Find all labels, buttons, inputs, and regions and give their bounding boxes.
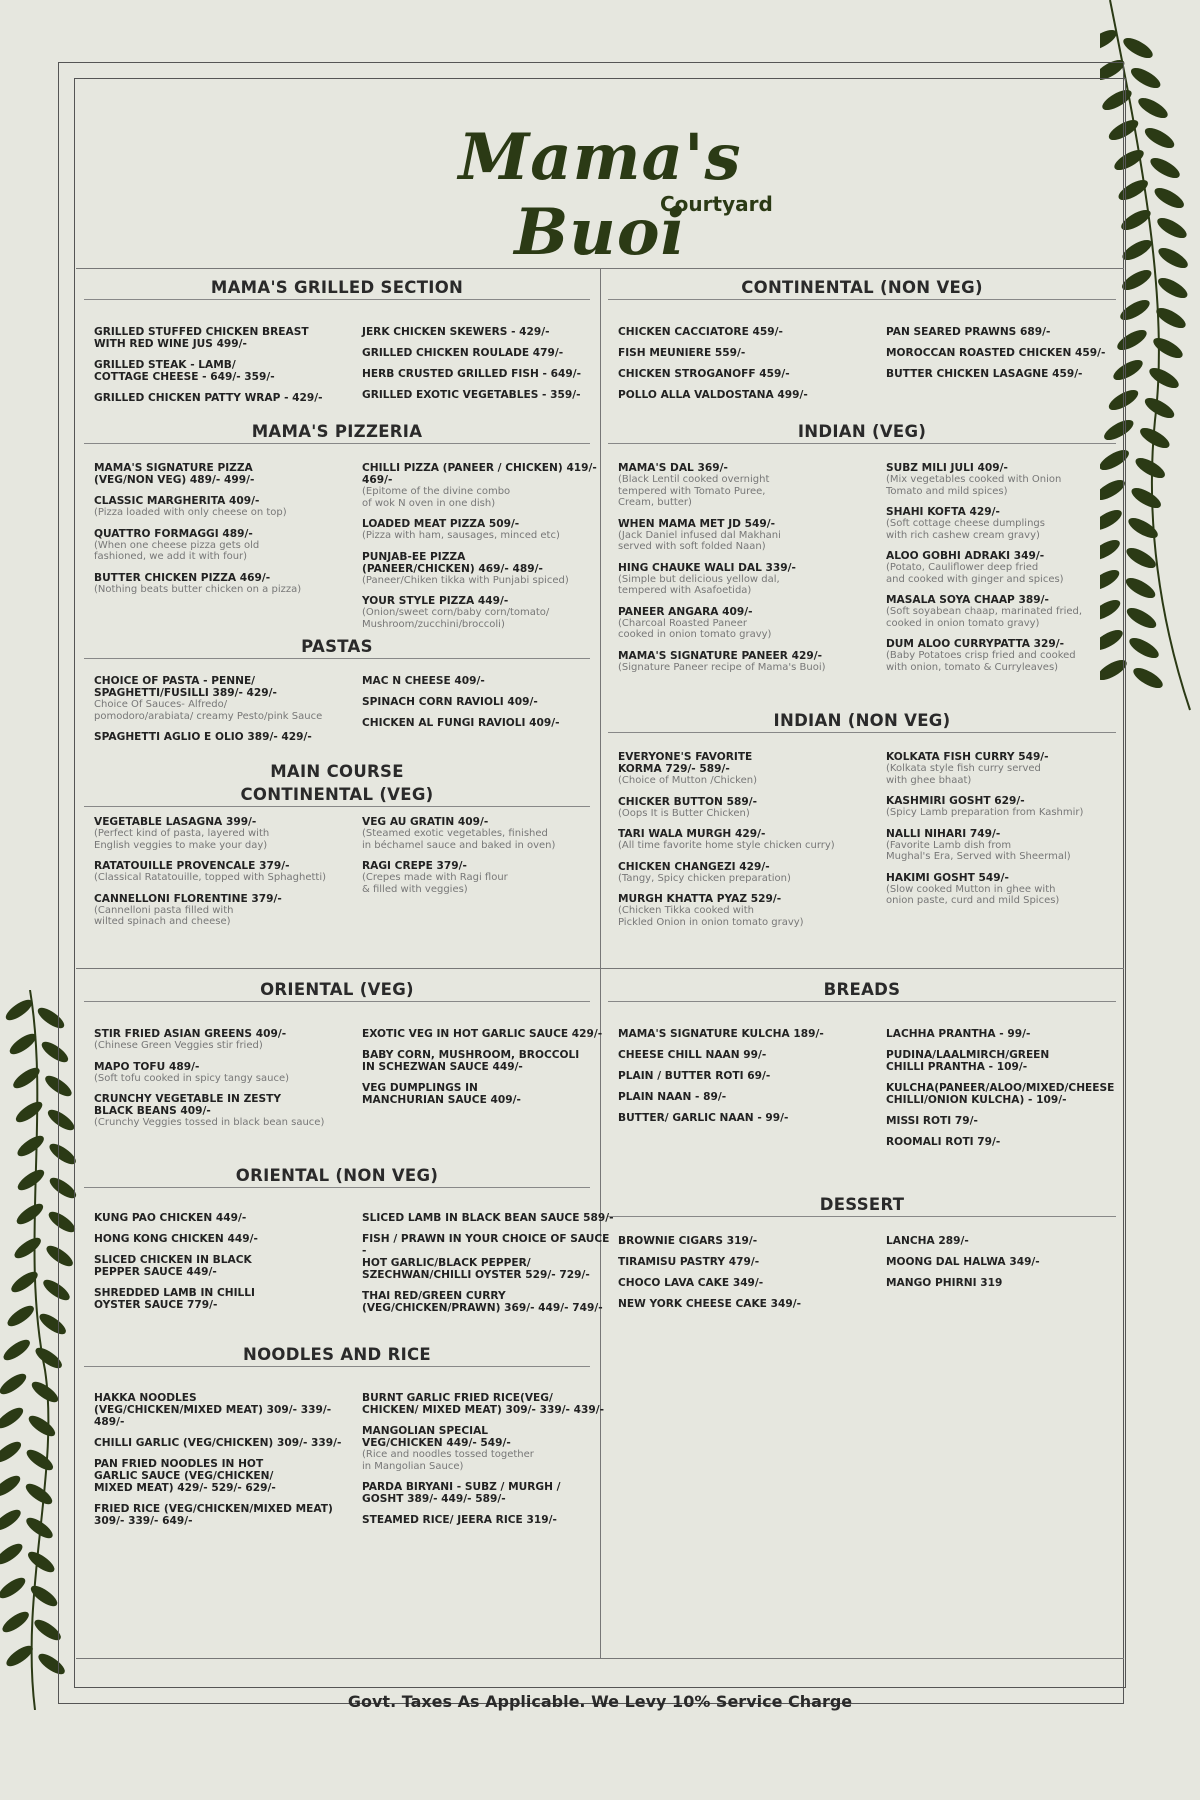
menu-item-description: (Classical Ratatouille, topped with Sphaghetti) <box>94 872 327 883</box>
menu-item <box>362 551 617 587</box>
menu-item-name: HONG KONG CHICKEN 449/- <box>94 1233 258 1245</box>
brand-header <box>0 120 1200 270</box>
menu-column-right <box>362 675 617 738</box>
menu-item-name: STEAMED RICE/ JEERA RICE 319/- <box>362 1514 557 1526</box>
menu-item-name: MAPO TOFU 489/- <box>94 1060 200 1073</box>
menu-item-name: MURGH KHATTA PYAZ 529/- <box>618 893 782 905</box>
menu-item-description: (Slow cooked Mutton in ghee with onion paste, curd and mild Spices) <box>886 883 1060 906</box>
menu-item <box>618 347 873 359</box>
section-divider <box>84 658 590 659</box>
menu-item-name: CHICKEN AL FUNGI RAVIOLI 409/- <box>362 717 560 729</box>
menu-item <box>618 606 873 641</box>
menu-item <box>618 462 873 509</box>
menu-item-name: MOROCCAN ROASTED CHICKEN 459/- <box>886 347 1106 359</box>
menu-item-name: BROWNIE CIGARS 319/- <box>618 1235 758 1247</box>
menu-item <box>886 1235 1141 1247</box>
menu-item <box>886 872 1141 907</box>
menu-item-description: (Mix vegetables cooked with Onion Tomato and mild spices) <box>886 474 1062 497</box>
menu-item <box>94 893 349 928</box>
menu-column-left <box>94 462 349 604</box>
menu-item <box>94 1254 349 1278</box>
menu-item <box>94 1212 349 1224</box>
section-title: NOODLES AND RICE <box>242 1345 432 1364</box>
menu-item <box>94 326 349 350</box>
menu-item-name: MAC N CHEESE 409/- <box>362 675 485 687</box>
menu-item-name: JERK CHICKEN SKEWERS - 429/- <box>362 326 550 338</box>
menu-item <box>362 1233 617 1281</box>
menu-item-description: (Jack Daniel infused dal Makhani served with soft folded Naan) <box>618 529 781 552</box>
menu-column-left <box>618 462 873 682</box>
menu-item-name: MAMA'S SIGNATURE KULCHA 189/- <box>618 1028 824 1040</box>
menu-item-name: KUNG PAO CHICKEN 449/- <box>94 1212 247 1224</box>
menu-item-name: TIRAMISU PASTRY 479/- <box>618 1256 760 1268</box>
section-title: MAMA'S GRILLED SECTION <box>210 278 464 297</box>
menu-item <box>886 550 1141 585</box>
section-title: MAMA'S PIZZERIA <box>251 422 423 441</box>
menu-item-name: QUATTRO FORMAGGI 489/- <box>94 527 253 540</box>
menu-item-name: PAN SEARED PRAWNS 689/- <box>886 326 1051 338</box>
section-divider <box>84 806 590 807</box>
menu-column-left <box>94 675 349 752</box>
menu-item <box>618 562 873 597</box>
brand-name: Mama's Buoi <box>458 120 742 270</box>
menu-item-name: BURNT GARLIC FRIED RICE(VEG/ CHICKEN/ MIXED MEAT) 309/- 339/- 439/- <box>362 1392 605 1416</box>
brand-subtitle: Courtyard <box>660 192 773 216</box>
menu-item-name: CHICKER BUTTON 589/- <box>618 795 757 808</box>
menu-item-name: MISSI ROTI 79/- <box>886 1115 978 1127</box>
menu-item-name: CLASSIC MARGHERITA 409/- <box>94 495 260 507</box>
menu-item-name: CHICKEN CACCIATORE 459/- <box>618 326 783 338</box>
menu-item-name: WHEN MAMA MET JD 549/- <box>618 517 776 530</box>
menu-item <box>362 1481 617 1505</box>
menu-item-name: POLLO ALLA VALDOSTANA 499/- <box>618 389 808 401</box>
section-divider <box>84 1001 590 1002</box>
menu-item-name: SUBZ MILI JULI 409/- <box>886 462 1008 474</box>
section-divider <box>608 1216 1116 1217</box>
menu-item <box>618 650 873 674</box>
menu-item-description: (Choice of Mutton /Chicken) <box>618 775 757 786</box>
menu-item-name: PAN FRIED NOODLES IN HOT GARLIC SAUCE (VEG/CHICKEN/ MIXED MEAT) 429/- 529/- 629/- <box>94 1458 276 1494</box>
menu-item <box>886 828 1141 863</box>
menu-column-right <box>362 462 617 639</box>
menu-column-right <box>886 751 1141 916</box>
menu-item-description: (Crunchy Veggies tossed in black bean sauce) <box>94 1117 325 1128</box>
menu-item-description: (Soft cottage cheese dumplings with rich cashew cream gravy) <box>886 518 1045 541</box>
menu-item-description: (Tangy, Spicy chicken preparation) <box>618 872 791 884</box>
menu-item <box>886 1277 1141 1289</box>
section-divider <box>608 443 1116 444</box>
menu-item-name: VEG DUMPLINGS IN MANCHURIAN SAUCE 409/- <box>362 1082 521 1106</box>
menu-item <box>618 1298 873 1310</box>
menu-item <box>94 1061 349 1085</box>
menu-item <box>362 1290 617 1314</box>
menu-item <box>362 1082 617 1106</box>
menu-item-name: CHOCO LAVA CAKE 349/- <box>618 1277 764 1289</box>
menu-item-name: MOONG DAL HALWA 349/- <box>886 1256 1040 1268</box>
menu-item <box>362 518 617 542</box>
menu-column-left <box>94 1392 349 1536</box>
menu-item-name: MANGO PHIRNI 319 <box>886 1277 1003 1289</box>
menu-item-name: TARI WALA MURGH 429/- <box>618 828 766 840</box>
menu-column-left <box>94 1212 349 1320</box>
menu-item-description: (Chicken Tikka cooked with Pickled Onion in onion tomato gravy) <box>618 905 804 928</box>
menu-item-name: CHICKEN STROGANOFF 459/- <box>618 368 790 380</box>
menu-item <box>362 1028 617 1040</box>
menu-item-name: BUTTER CHICKEN LASAGNE 459/- <box>886 368 1083 380</box>
menu-item-name: CHICKEN CHANGEZI 429/- <box>618 860 770 873</box>
menu-item-name: VEG AU GRATIN 409/- <box>362 816 489 828</box>
section-title: ORIENTAL (VEG) <box>260 980 414 999</box>
menu-item <box>618 1277 873 1289</box>
menu-item <box>362 368 617 380</box>
menu-item-description: (Cannelloni pasta filled with wilted spinach and cheese) <box>94 904 234 927</box>
menu-item-name: BUTTER CHICKEN PIZZA 469/- <box>94 571 271 584</box>
menu-item-description: (Potato, Cauliflower deep fried and cooked with ginger and spices) <box>886 562 1064 585</box>
menu-item <box>362 1392 617 1416</box>
menu-item <box>94 675 349 722</box>
menu-item-name: GRILLED STEAK - LAMB/ COTTAGE CHEESE - 649/- 359/- <box>94 359 275 383</box>
menu-item-description: (Kolkata style fish curry served with ghee bhaat) <box>886 763 1041 786</box>
section-title: MAIN COURSE <box>270 762 404 781</box>
menu-item-name: PUDINA/LAALMIRCH/GREEN CHILLI PRANTHA - 109/- <box>886 1049 1050 1073</box>
section-title: INDIAN (NON VEG) <box>773 711 951 730</box>
menu-item-name: CHILLI PIZZA (PANEER / CHICKEN) 419/- 469/- <box>362 462 597 486</box>
menu-item-name: KASHMIRI GOSHT 629/- <box>886 795 1025 807</box>
menu-item <box>618 1028 873 1040</box>
menu-item-name: FISH MEUNIERE 559/- <box>618 347 746 359</box>
menu-item <box>362 1212 617 1224</box>
menu-item-description: (Favorite Lamb dish from Mughal's Era, Served with Sheermal) <box>886 839 1071 862</box>
menu-item-name: NALLI NIHARI 749/- <box>886 827 1001 840</box>
menu-item <box>94 731 349 743</box>
menu-item-name: CRUNCHY VEGETABLE IN ZESTY BLACK BEANS 409/- <box>94 1093 282 1117</box>
menu-column-right <box>886 1235 1141 1298</box>
section-title: BREADS <box>823 980 901 999</box>
menu-item-name: STIR FRIED ASIAN GREENS 409/- <box>94 1028 287 1040</box>
menu-item-description: (Perfect kind of pasta, layered with English veggies to make your day) <box>94 828 270 851</box>
menu-item <box>94 1458 349 1494</box>
menu-item-description: (All time favorite home style chicken curry) <box>618 840 835 851</box>
menu-item <box>94 495 349 519</box>
menu-item <box>886 326 1141 338</box>
section-title: CONTINENTAL (NON VEG) <box>741 278 983 297</box>
menu-item-name: PARDA BIRYANI - SUBZ / MURGH / GOSHT 389/- 449/- 589/- <box>362 1481 561 1505</box>
menu-column-right <box>362 816 617 904</box>
menu-item-name: BABY CORN, MUSHROOM, BROCCOLI IN SCHEZWAN SAUCE 449/- <box>362 1049 580 1073</box>
menu-item <box>362 860 617 895</box>
footer-note: Govt. Taxes As Applicable. We Levy 10% Service Charge <box>347 1692 853 1711</box>
menu-item <box>94 528 349 563</box>
menu-item <box>362 816 617 851</box>
menu-item-name: EVERYONE'S FAVORITE KORMA 729/- 589/- <box>618 751 753 775</box>
menu-item-name: YOUR STYLE PIZZA 449/- <box>362 595 509 607</box>
menu-item <box>886 462 1141 497</box>
menu-item-name: CHILLI GARLIC (VEG/CHICKEN) 309/- 339/- <box>94 1437 342 1449</box>
menu-item-description: (Epitome of the divine combo of wok N oven in one dish) <box>362 486 511 509</box>
menu-item-description: (Spicy Lamb preparation from Kashmir) <box>886 807 1084 818</box>
menu-item-name: THAI RED/GREEN CURRY (VEG/CHICKEN/PRAWN) 369/- 449/- 749/- <box>362 1290 603 1314</box>
menu-item <box>618 1091 873 1103</box>
menu-item-name: HING CHAUKE WALI DAL 339/- <box>618 561 796 574</box>
menu-item <box>618 1256 873 1268</box>
menu-item <box>886 1082 1141 1106</box>
section-divider <box>608 1001 1116 1002</box>
menu-item-name: MAMA'S DAL 369/- <box>618 462 728 474</box>
menu-item-description: (Black Lentil cooked overnight tempered with Tomato Puree, Cream, butter) <box>618 474 770 508</box>
menu-item-description: (Soft tofu cooked in spicy tangy sauce) <box>94 1072 290 1084</box>
menu-item <box>94 1392 349 1428</box>
menu-item <box>362 1514 617 1526</box>
menu-item-name: MANGOLIAN SPECIAL VEG/CHICKEN 449/- 549/- <box>362 1425 511 1449</box>
menu-item <box>618 1112 873 1124</box>
menu-item-name: VEGETABLE LASAGNA 399/- <box>94 816 257 828</box>
menu-item <box>362 675 617 687</box>
menu-item <box>886 795 1141 819</box>
menu-item-description: (Signature Paneer recipe of Mama's Buoi) <box>618 661 826 673</box>
menu-item-name: SHREDDED LAMB IN CHILLI OYSTER SAUCE 779/- <box>94 1287 255 1311</box>
menu-item <box>362 696 617 708</box>
menu-item-name: HAKKA NOODLES (VEG/CHICKEN/MIXED MEAT) 309/- 339/- 489/- <box>94 1392 332 1428</box>
menu-column-left <box>618 1235 873 1319</box>
menu-item-description: (Crepes made with Ragi flour & filled with veggies) <box>362 872 508 895</box>
menu-item-name: RATATOUILLE PROVENCALE 379/- <box>94 860 290 872</box>
section-title: PASTAS <box>301 637 373 656</box>
menu-item <box>618 893 873 928</box>
menu-column-left <box>94 326 349 413</box>
menu-item <box>618 518 873 553</box>
menu-item <box>94 1093 349 1129</box>
menu-item-description: (Oops It is Butter Chicken) <box>618 807 750 819</box>
menu-item <box>618 1070 873 1082</box>
menu-item-name: DUM ALOO CURRYPATTA 329/- <box>886 638 1064 650</box>
menu-item <box>886 594 1141 629</box>
section-title: ORIENTAL (NON VEG) <box>235 1166 439 1185</box>
menu-column-right <box>362 1028 617 1115</box>
section-divider <box>84 1366 590 1367</box>
section-title: INDIAN (VEG) <box>797 422 927 441</box>
menu-item-description: (Pizza with ham, sausages, minced etc) <box>362 530 560 541</box>
menu-item <box>618 861 873 885</box>
menu-column-left <box>618 1028 873 1133</box>
menu-item <box>94 1287 349 1311</box>
menu-item <box>618 1049 873 1061</box>
menu-item-name: GRILLED EXOTIC VEGETABLES - 359/- <box>362 389 581 401</box>
menu-item-description: (Steamed exotic vegetables, finished in béchamel sauce and baked in oven) <box>362 828 556 851</box>
menu-item-description: (Paneer/Chiken tikka with Punjabi spiced) <box>362 574 569 586</box>
menu-item-description: (When one cheese pizza gets old fashioned, we add it with four) <box>94 539 260 562</box>
menu-item-description: (Onion/sweet corn/baby corn/tomato/ Mushroom/zucchini/broccoli) <box>362 607 550 630</box>
menu-item-name: ALOO GOBHI ADRAKI 349/- <box>886 550 1045 562</box>
menu-item-description: (Chinese Green Veggies stir fried) <box>94 1040 263 1051</box>
menu-item <box>886 1115 1141 1127</box>
menu-item-name: GRILLED STUFFED CHICKEN BREAST WITH RED WINE JUS 499/- <box>94 326 309 350</box>
menu-item-name: GRILLED CHICKEN ROULADE 479/- <box>362 347 564 359</box>
menu-item-name: SPAGHETTI AGLIO E OLIO 389/- 429/- <box>94 731 312 743</box>
menu-item-name: CANNELLONI FLORENTINE 379/- <box>94 892 282 905</box>
menu-item-description: (Rice and noodles tossed together in Mangolian Sauce) <box>362 1449 534 1472</box>
menu-item-name: SLICED CHICKEN IN BLACK PEPPER SAUCE 449/- <box>94 1254 252 1278</box>
menu-item-name: KULCHA(PANEER/ALOO/MIXED/CHEESE CHILLI/ONION KULCHA) - 109/- <box>886 1082 1115 1106</box>
menu-item <box>94 1028 349 1052</box>
menu-item <box>618 828 873 852</box>
menu-item <box>618 326 873 338</box>
menu-item-name: ROOMALI ROTI 79/- <box>886 1136 1001 1148</box>
menu-item <box>362 1425 617 1472</box>
menu-column-right <box>362 326 617 410</box>
menu-item <box>886 1028 1141 1040</box>
menu-item-name: EXOTIC VEG IN HOT GARLIC SAUCE 429/- <box>362 1028 603 1040</box>
menu-item-name: PUNJAB-EE PIZZA (PANEER/CHICKEN) 469/- 489/- <box>362 550 543 575</box>
menu-item-name: FRIED RICE (VEG/CHICKEN/MIXED MEAT) 309/- 339/- 649/- <box>94 1503 333 1527</box>
menu-column-right <box>362 1392 617 1535</box>
menu-column-left <box>94 1028 349 1138</box>
menu-item-name: KOLKATA FISH CURRY 549/- <box>886 751 1049 763</box>
section-divider <box>84 443 590 444</box>
menu-item-name: LOADED MEAT PIZZA 509/- <box>362 518 520 530</box>
menu-item-description: (Charcoal Roasted Paneer cooked in onion tomato gravy) <box>618 617 772 640</box>
menu-item-name: CHEESE CHILL NAAN 99/- <box>618 1049 767 1061</box>
menu-item-name: PLAIN / BUTTER ROTI 69/- <box>618 1070 771 1082</box>
menu-item <box>94 392 349 404</box>
menu-item <box>94 572 349 596</box>
menu-item-name: LANCHA 289/- <box>886 1235 969 1247</box>
menu-item-name: PANEER ANGARA 409/- <box>618 605 753 618</box>
menu-item <box>362 595 617 630</box>
menu-item <box>886 506 1141 541</box>
menu-item-name: MAMA'S SIGNATURE PIZZA (VEG/NON VEG) 489/- 499/- <box>94 462 255 486</box>
menu-item <box>618 389 873 401</box>
menu-item-name: CHOICE OF PASTA - PENNE/ SPAGHETTI/FUSILLI 389/- 429/- <box>94 675 277 699</box>
section-divider <box>84 1187 590 1188</box>
menu-column-right <box>362 1212 617 1323</box>
grid-line-bottom <box>76 1658 1124 1659</box>
menu-item-name: FISH / PRAWN IN YOUR CHOICE OF SAUCE - HOT GARLIC/BLACK PEPPER/ SZECHWAN/CHILLI OYSTER 529/- 729/- <box>362 1233 610 1281</box>
menu-item-description: (Baby Potatoes crisp fried and cooked with onion, tomato & Curryleaves) <box>886 650 1076 673</box>
menu-item-description: (Nothing beats butter chicken on a pizza) <box>94 583 302 595</box>
section-divider <box>84 299 590 300</box>
menu-item <box>94 816 349 851</box>
menu-item <box>886 368 1141 380</box>
menu-item <box>886 1136 1141 1148</box>
menu-item <box>886 751 1141 786</box>
menu-item <box>362 389 617 401</box>
menu-item <box>886 1256 1141 1268</box>
menu-item <box>362 347 617 359</box>
menu-item <box>362 326 617 338</box>
menu-column-left <box>618 326 873 410</box>
menu-item <box>94 1233 349 1245</box>
menu-item-description: (Pizza loaded with only cheese on top) <box>94 507 287 518</box>
section-title: DESSERT <box>819 1195 905 1214</box>
menu-item-description: (Simple but delicious yellow dal, tempered with Asafoetida) <box>618 573 780 596</box>
menu-column-right <box>886 462 1141 682</box>
menu-column-right <box>886 1028 1141 1157</box>
menu-item-name: MASALA SOYA CHAAP 389/- <box>886 594 1049 606</box>
menu-item-name: GRILLED CHICKEN PATTY WRAP - 429/- <box>94 392 323 404</box>
section-divider <box>608 732 1116 733</box>
menu-column-left <box>94 816 349 937</box>
menu-item-description: (Soft soyabean chaap, marinated fried, cooked in onion tomato gravy) <box>886 606 1083 629</box>
menu-item <box>618 368 873 380</box>
menu-column-left <box>618 751 873 937</box>
menu-item <box>94 462 349 486</box>
menu-item-name: SLICED LAMB IN BLACK BEAN SAUCE 589/- <box>362 1212 614 1224</box>
menu-item <box>94 359 349 383</box>
menu-item-name: HAKIMI GOSHT 549/- <box>886 871 1009 884</box>
menu-item <box>886 1049 1141 1073</box>
section-divider <box>608 299 1116 300</box>
section-subtitle: CONTINENTAL (VEG) <box>240 785 434 804</box>
menu-item-name: BUTTER/ GARLIC NAAN - 99/- <box>618 1112 789 1124</box>
menu-item-name: PLAIN NAAN - 89/- <box>618 1091 727 1103</box>
menu-item <box>94 1503 349 1527</box>
menu-item-name: HERB CRUSTED GRILLED FISH - 649/- <box>362 368 581 380</box>
menu-item <box>886 638 1141 673</box>
menu-column-right <box>886 326 1141 389</box>
menu-item-name: SHAHI KOFTA 429/- <box>886 506 1000 518</box>
menu-item-name: SPINACH CORN RAVIOLI 409/- <box>362 696 538 708</box>
menu-item <box>94 860 349 884</box>
menu-item <box>362 462 617 509</box>
menu-item <box>94 1437 349 1449</box>
menu-item <box>618 751 873 787</box>
menu-item <box>886 347 1141 359</box>
menu-item <box>362 1049 617 1073</box>
menu-item-name: LACHHA PRANTHA - 99/- <box>886 1028 1031 1040</box>
menu-item <box>618 1235 873 1247</box>
menu-item <box>362 717 617 729</box>
menu-item <box>618 796 873 820</box>
menu-item-description: Choice Of Sauces- Alfredo/ pomodoro/arabiata/ creamy Pesto/pink Sauce <box>94 699 323 722</box>
menu-item-name: NEW YORK CHEESE CAKE 349/- <box>618 1298 801 1310</box>
menu-item-name: MAMA'S SIGNATURE PANEER 429/- <box>618 649 823 662</box>
menu-item-name: RAGI CREPE 379/- <box>362 860 467 872</box>
